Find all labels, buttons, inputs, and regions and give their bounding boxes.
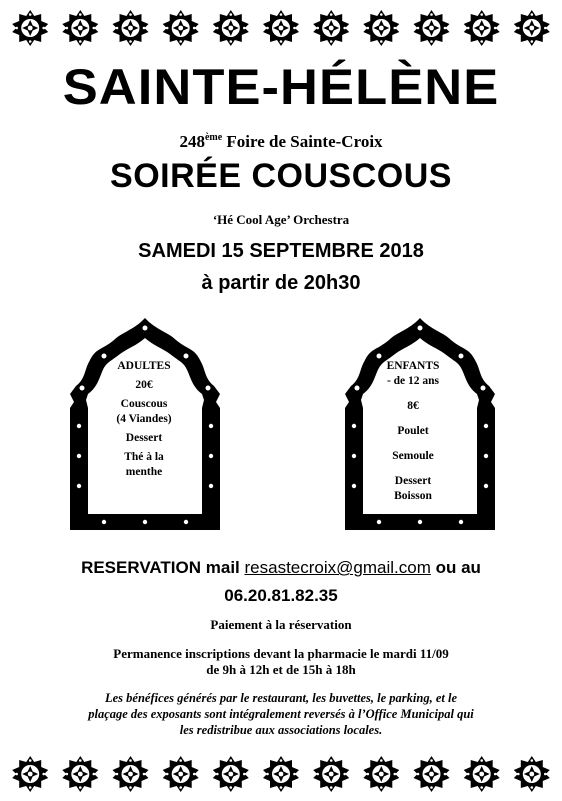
profits-note-line: les redistribue aux associations locales. xyxy=(179,723,383,737)
ornament-rosette-icon xyxy=(113,10,149,46)
adults-panel-line: menthe xyxy=(125,466,163,478)
edition-text: Foire de Sainte-Croix xyxy=(222,132,383,151)
ornament-rosette-icon xyxy=(313,10,349,46)
ornament-rosette-icon xyxy=(464,756,500,792)
profits-note-line: Les bénéfices générés par le restaurant, les buvettes, le parking, et le xyxy=(104,691,458,705)
reservation-suffix: ou au xyxy=(430,558,481,577)
children-panel-line: Boisson xyxy=(394,490,432,502)
adults-panel-line: Couscous xyxy=(120,398,168,410)
adults-panel-line: Thé à la xyxy=(124,451,164,463)
edition-number: 248 xyxy=(179,132,205,151)
event-title: SOIRÉE COUSCOUS xyxy=(110,157,452,195)
adults-panel-line: (4 Viandes) xyxy=(116,413,172,425)
page-title: SAINTE-HÉLÈNE xyxy=(62,59,500,115)
children-panel-line: Dessert xyxy=(394,475,432,487)
ornament-rosette-icon xyxy=(62,10,98,46)
ornament-rosette-icon xyxy=(62,756,98,792)
permanence-line-1: Permanence inscriptions devant la pharmacie le mardi 11/09 xyxy=(113,646,449,661)
children-panel-line: - de 12 ans xyxy=(386,375,440,387)
ornament-rosette-icon xyxy=(163,756,199,792)
ornament-border-top xyxy=(0,6,562,50)
ornament-rosette-icon xyxy=(12,756,48,792)
ornament-rosette-icon xyxy=(113,756,149,792)
adults-panel xyxy=(94,359,194,480)
ornament-rosette-icon xyxy=(464,10,500,46)
ornament-rosette-icon xyxy=(213,10,249,46)
orchestra-name: ‘Hé Cool Age’ Orchestra xyxy=(212,212,350,227)
reservation-email-link[interactable]: resastecroix@gmail.com xyxy=(244,558,431,577)
ornament-rosette-icon xyxy=(514,756,550,792)
ornament-rosette-icon xyxy=(414,756,450,792)
children-panel xyxy=(353,359,473,504)
edition-line xyxy=(0,132,562,152)
adults-panel-line: ADULTES xyxy=(117,360,171,372)
permanence-line-2: de 9h à 12h et de 15h à 18h xyxy=(206,662,356,677)
payment-note: Paiement à la réservation xyxy=(210,617,352,632)
children-panel-line: Poulet xyxy=(397,425,429,437)
ornament-rosette-icon xyxy=(263,756,299,792)
children-panel-line: 8€ xyxy=(407,400,419,412)
profits-note-line: plaçage des exposants sont intégralement reversés à l’Office Municipal qui xyxy=(88,707,474,721)
ornament-rosette-icon xyxy=(12,10,48,46)
ornament-rosette-icon xyxy=(213,756,249,792)
adults-panel-line: Dessert xyxy=(125,432,163,444)
reservation-line xyxy=(0,558,562,578)
ornament-rosette-icon xyxy=(163,10,199,46)
ornament-border-bottom xyxy=(0,752,562,796)
ornament-rosette-icon xyxy=(363,10,399,46)
ornament-rosette-icon xyxy=(263,10,299,46)
event-date: SAMEDI 15 SEPTEMBRE 2018 xyxy=(138,240,424,262)
reservation-prefix: RESERVATION mail xyxy=(81,558,245,577)
adults-panel-line: 20€ xyxy=(135,379,153,391)
reservation-phone: 06.20.81.82.35 xyxy=(224,586,338,605)
profits-note xyxy=(40,690,522,738)
ornament-rosette-icon xyxy=(313,756,349,792)
ornament-rosette-icon xyxy=(514,10,550,46)
event-time: à partir de 20h30 xyxy=(201,272,361,294)
ornament-rosette-icon xyxy=(414,10,450,46)
ornament-rosette-icon xyxy=(363,756,399,792)
edition-suffix: ème xyxy=(204,132,223,143)
children-panel-line: Semoule xyxy=(392,450,434,462)
children-panel-line: ENFANTS xyxy=(386,360,440,372)
